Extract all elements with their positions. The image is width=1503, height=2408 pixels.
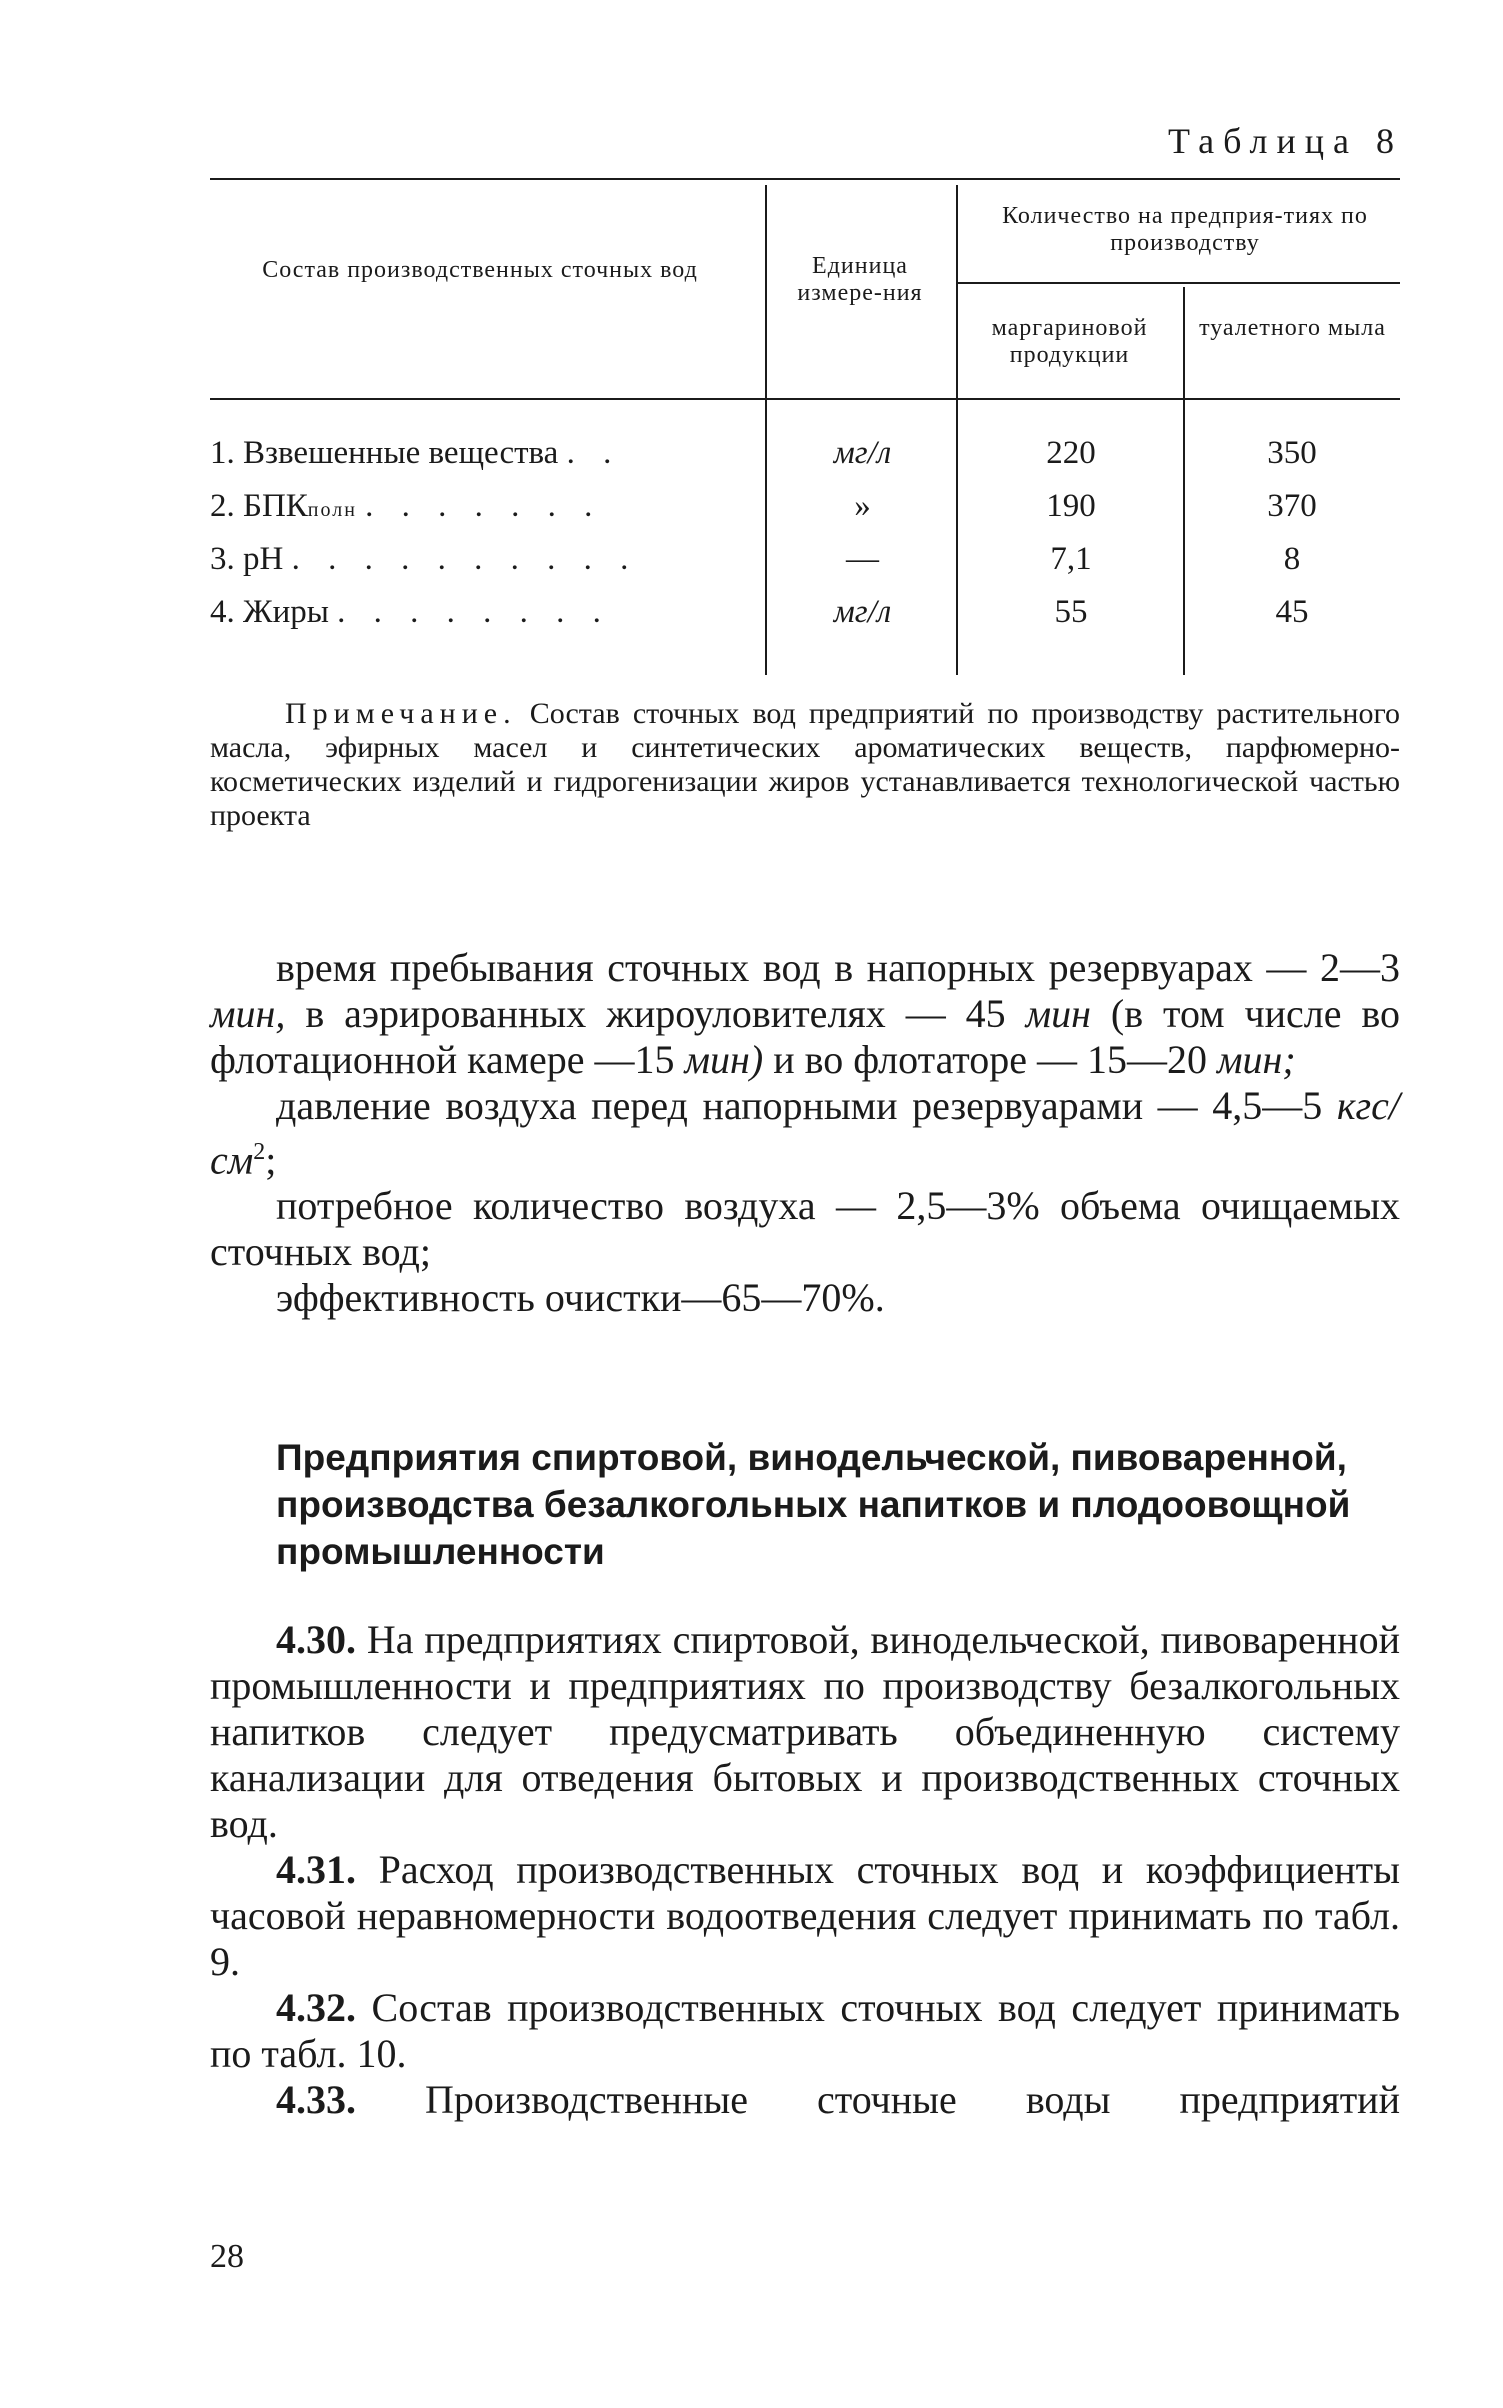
row-soap-value: 350 bbox=[1267, 435, 1317, 471]
text-run: ; bbox=[265, 1137, 277, 1183]
text-run: в аэрированных жироуловителях — 45 bbox=[305, 991, 1006, 1036]
row-name: 2. БПК bbox=[210, 488, 308, 524]
column-divider bbox=[1183, 287, 1185, 675]
subheader-rule bbox=[958, 282, 1400, 284]
paragraph bbox=[210, 1985, 1400, 2077]
paragraph-text: Расход производственных сточных вод и коэффициенты часовой неравномерности водоотведения следует принимать по табл. 9. bbox=[210, 1847, 1401, 1984]
row-name: 4. Жиры bbox=[210, 594, 329, 630]
row-margarine-value: 55 bbox=[1054, 594, 1088, 630]
paragraph: потребное количество воздуха — 2,5—3% объема очищаемых сточных вод; bbox=[210, 1183, 1400, 1275]
table-row bbox=[210, 594, 750, 630]
section-heading: Предприятия спиртовой, винодельческой, пивоваренной, производства безалкогольных напитков и плодоовощной промышленности bbox=[276, 1437, 1351, 1572]
header-soap: туалетного мыла bbox=[1199, 315, 1386, 341]
superscript: 2 bbox=[253, 1139, 266, 1165]
paragraph bbox=[210, 2077, 1400, 2123]
row-soap-value: 370 bbox=[1267, 488, 1317, 524]
column-divider bbox=[956, 185, 958, 675]
row-unit: — bbox=[846, 541, 879, 577]
row-unit: » bbox=[854, 488, 871, 524]
header-quantity-group: Количество на предприя-тиях по производству bbox=[1002, 203, 1368, 256]
row-unit: мг/л bbox=[833, 594, 892, 630]
row-soap-value: 8 bbox=[1283, 541, 1301, 577]
leader-dots: . . . . . . . . . . bbox=[291, 541, 639, 577]
paragraph bbox=[210, 1847, 1400, 1985]
leader-dots: . . . . . . . bbox=[365, 488, 603, 524]
note-text: Состав сточных вод предприятий по производству растительного масла, эфирных масел и синтетических ароматических веществ, парфюмерно-косметических изделий и гидрогенизации жиров устанавливается технологической частью проекта bbox=[210, 697, 1400, 832]
header-composition: Состав производственных сточных вод bbox=[262, 257, 698, 283]
paragraph-number: 4.30. bbox=[276, 1617, 356, 1662]
table-row bbox=[210, 488, 750, 528]
row-name: 1. Взвешенные вещества bbox=[210, 435, 559, 471]
paragraph bbox=[210, 945, 1400, 1083]
paragraph-number: 4.33. bbox=[276, 2077, 356, 2122]
unit-italic: мин; bbox=[1217, 1037, 1296, 1082]
row-soap-value: 45 bbox=[1275, 594, 1309, 630]
column-divider bbox=[765, 185, 767, 675]
text-run: время пребывания сточных вод в напорных резервуарах — 2—3 bbox=[276, 945, 1400, 990]
paragraph bbox=[210, 1617, 1400, 1847]
paragraph-text: Состав производственных сточных вод следует принимать по табл. 10. bbox=[210, 1985, 1401, 2076]
note-label: Примечание. bbox=[285, 697, 517, 730]
leader-dots: . . . . . . . . bbox=[337, 594, 611, 630]
paragraph-text: На предприятиях спиртовой, винодельческой, пивоваренной промышленности и предприятиях по производству безалкогольных напитков следует предусматривать объединенную систему канализации для отведения бытовых и производственных сточных вод. bbox=[210, 1617, 1400, 1846]
paragraph-number: 4.32. bbox=[276, 1985, 356, 2030]
page-number: 28 bbox=[210, 2238, 244, 2275]
paragraph: эффективность очистки—65—70%. bbox=[276, 1275, 885, 1321]
header-unit: Единица измере-ния bbox=[797, 253, 923, 306]
unit-italic: мин, bbox=[210, 991, 286, 1036]
wastewater-composition-table bbox=[210, 175, 1400, 675]
section-paragraphs bbox=[210, 1617, 1400, 2123]
row-name-subscript: полн bbox=[307, 499, 357, 521]
text-run: (в том числе во флотационной камере —15 bbox=[210, 991, 1401, 1082]
row-name: 3. pH bbox=[210, 541, 284, 577]
paragraph-text: Производственные сточные воды предприятий bbox=[425, 2077, 1400, 2122]
text-run: и во флотаторе — 15—20 bbox=[773, 1037, 1207, 1082]
table-row bbox=[210, 435, 750, 471]
paragraph bbox=[210, 1083, 1400, 1183]
text-run: давление воздуха перед напорными резервуарами — 4,5—5 bbox=[276, 1083, 1323, 1128]
row-margarine-value: 190 bbox=[1046, 488, 1096, 524]
row-margarine-value: 220 bbox=[1046, 435, 1096, 471]
unit-italic: мин bbox=[1025, 991, 1091, 1036]
table-row bbox=[210, 541, 750, 577]
header-margarine: маргариновой продукции bbox=[991, 315, 1148, 368]
continuation-text bbox=[210, 945, 1400, 1321]
table-top-rule bbox=[210, 178, 1400, 180]
unit-italic: мин) bbox=[684, 1037, 764, 1082]
table-label: Таблица 8 bbox=[1168, 121, 1403, 161]
table-note bbox=[210, 697, 1400, 833]
row-unit: мг/л bbox=[833, 435, 892, 471]
unit-italic: кгс/см bbox=[210, 1083, 1401, 1183]
leader-dots: . . bbox=[566, 435, 622, 471]
row-margarine-value: 7,1 bbox=[1050, 541, 1092, 577]
header-bottom-rule bbox=[210, 398, 1400, 400]
paragraph-number: 4.31. bbox=[276, 1847, 356, 1892]
